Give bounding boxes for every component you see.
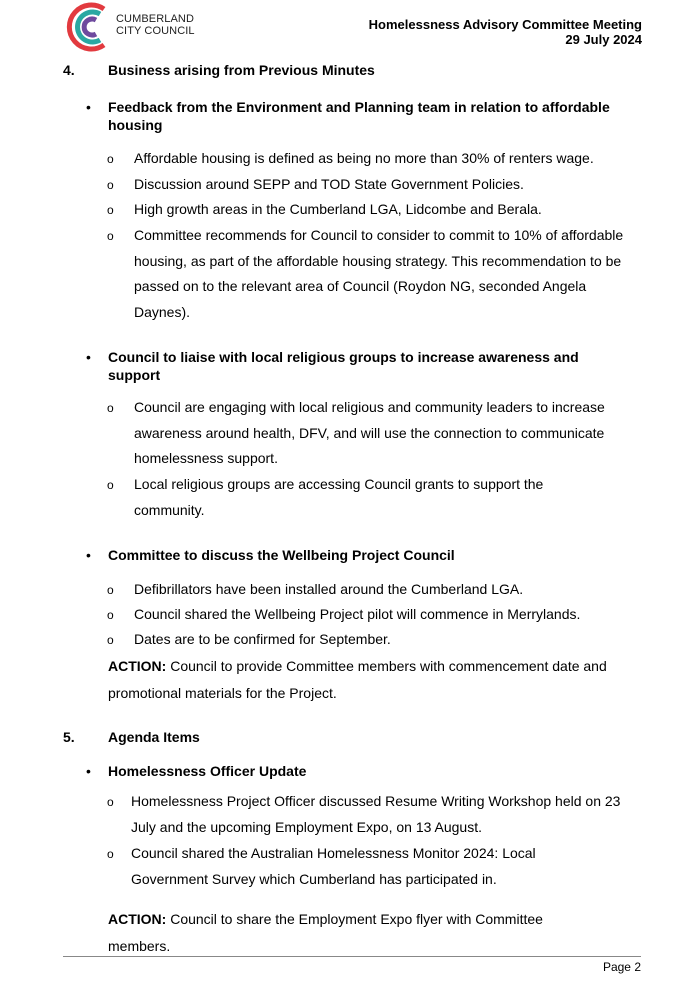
bullet-title: Homelessness Officer Update [108,763,307,779]
action-label: ACTION: [108,658,167,674]
section-title: Business arising from Previous Minutes [108,62,375,78]
action-note [108,906,608,960]
meeting-title: Homelessness Advisory Committee Meeting [368,17,642,32]
bullet-title: Feedback from the Environment and Planning team in relation to affordable housing [108,99,610,133]
action-text: Council to share the Employment Expo flyer with Committee members. [108,911,543,954]
sub-bullet-marker: o [107,229,114,243]
list-item: Dates are to be confirmed for September. [134,631,391,647]
action-label: ACTION: [108,911,167,927]
list-item: Homelessness Project Officer discussed Resume Writing Workshop held on 23 July and the upcoming Employment Expo, on 13 August. [131,793,621,835]
sub-bullet-marker: o [107,633,114,647]
section-title: Agenda Items [108,729,200,745]
section-number: 5. [63,729,75,745]
sub-bullet-marker: o [107,401,114,415]
meeting-date: 29 July 2024 [565,32,642,47]
action-note [108,653,648,707]
section-number: 4. [63,62,75,78]
action-text: Council to provide Committee members with commencement date and promotional materials for the Project. [108,658,607,701]
council-logo-icon [64,0,114,54]
page-header [369,17,642,47]
sub-bullet-marker: o [107,203,114,217]
list-item: Discussion around SEPP and TOD State Government Policies. [134,176,524,192]
bullet-marker: • [86,547,91,563]
sub-bullet-marker: o [107,178,114,192]
council-logo [64,0,264,58]
sub-bullet-marker: o [107,847,114,861]
sub-bullet-marker: o [107,583,114,597]
sub-bullet-marker: o [107,478,114,492]
logo-line-2: CITY COUNCIL [116,25,195,37]
bullet-title: Council to liaise with local religious groups to increase awareness and support [108,349,579,383]
bullet-title: Committee to discuss the Wellbeing Project Council [108,547,455,563]
list-item: High growth areas in the Cumberland LGA, Lidcombe and Berala. [134,201,542,217]
list-item: Defibrillators have been installed around the Cumberland LGA. [134,581,524,597]
list-item: Affordable housing is defined as being no more than 30% of renters wage. [134,150,594,166]
list-item: Council shared the Australian Homelessness Monitor 2024: Local Government Survey which Cumberland has participated in. [131,845,536,887]
sub-bullet-marker: o [107,608,114,622]
footer-divider [63,956,641,957]
list-item: Local religious groups are accessing Council grants to support the community. [134,476,544,518]
page-number: Page 2 [602,960,641,974]
sub-bullet-marker: o [107,795,114,809]
bullet-marker: • [86,349,91,365]
sub-bullet-marker: o [107,152,114,166]
bullet-marker: • [86,763,91,779]
list-item: Committee recommends for Council to consider to commit to 10% of affordable housing, as part of the affordable housing strategy. This recommendation to be passed on to the relevant area of Council (Roydon NG, seconded Angela Daynes). [134,227,624,320]
list-item: Council shared the Wellbeing Project pilot will commence in Merrylands. [134,606,581,622]
logo-line-1: CUMBERLAND [116,13,195,25]
bullet-marker: • [86,99,91,115]
list-item: Council are engaging with local religious and community leaders to increase awareness around health, DFV, and will use the connection to communicate homelessness support. [134,399,605,466]
